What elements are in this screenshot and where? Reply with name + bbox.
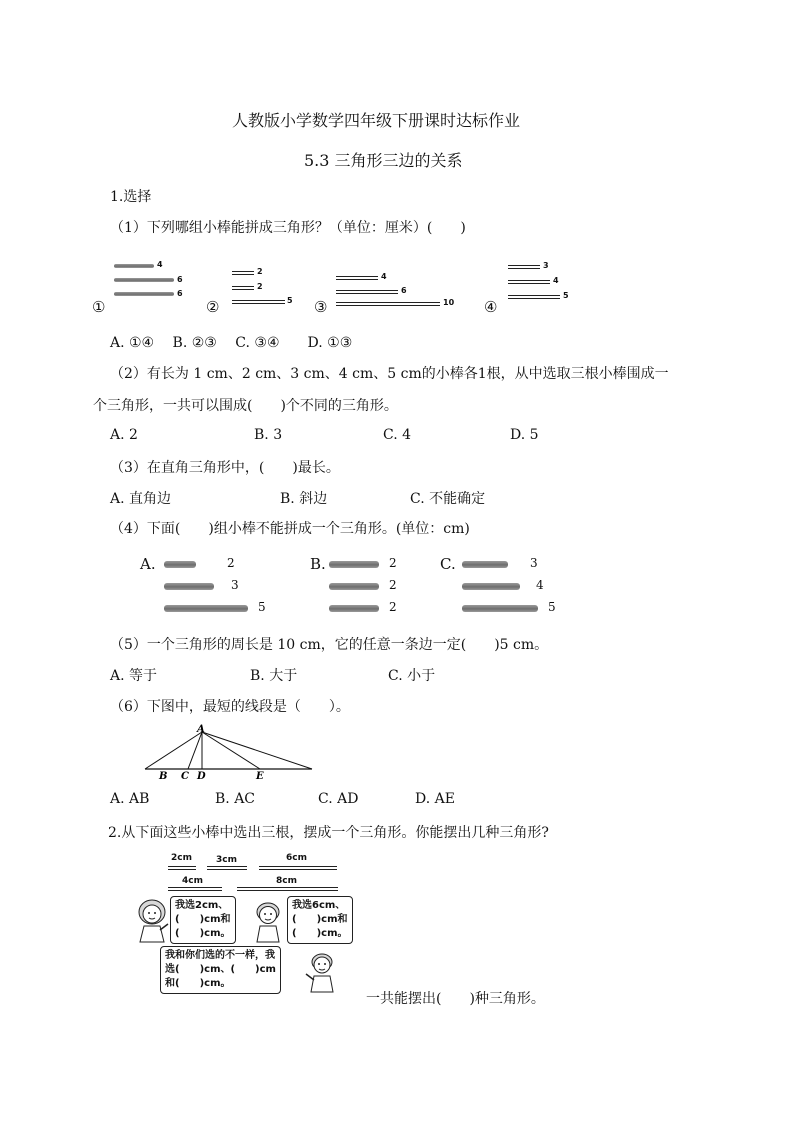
q6-option-b: B. AC <box>215 791 256 807</box>
q2-stem-line2: 个三角形，一共可以围成( )个不同的三角形。 <box>93 398 398 414</box>
q1-g1-stick-1 <box>114 264 154 268</box>
q6-stem: （6）下图中，最短的线段是（ ）。 <box>110 699 350 715</box>
section1-heading: 1.选择 <box>110 189 152 205</box>
q6-line-figure <box>140 722 320 782</box>
segment-ae <box>202 732 260 769</box>
q1-g1-marker: ① <box>92 298 106 316</box>
q1-g4-marker: ④ <box>484 298 498 316</box>
bubble-third-line-2: 选( )cm、( )cm <box>165 964 276 975</box>
segment-ac <box>188 732 202 769</box>
q3-option-a: A. 直角边 <box>110 491 172 507</box>
q1-g3-stick-2 <box>336 290 398 294</box>
q1-g3-stick-1 <box>336 276 378 280</box>
stick-2cm <box>168 866 196 870</box>
q1-g2-len-3: 5 <box>287 296 293 305</box>
q4-c-len-1: 3 <box>530 556 538 570</box>
boy2-illustration <box>302 950 340 994</box>
point-c-label: C <box>181 771 189 782</box>
q1-g3-stick-3 <box>336 302 440 306</box>
q4-group-b-label: B. <box>310 555 326 573</box>
q4-b-stick-3 <box>329 605 379 612</box>
q4-b-len-3: 2 <box>389 600 397 614</box>
q1-g1-stick-3 <box>114 292 174 296</box>
stick-6cm <box>259 866 337 870</box>
segment-a-end <box>202 732 312 769</box>
stick-6cm-label: 6cm <box>286 853 307 863</box>
point-d-label: D <box>197 771 206 782</box>
q1-stem: （1）下列哪组小棒能拼成三角形？（单位：厘米）( ) <box>110 220 466 236</box>
q1-g3-marker: ③ <box>314 298 328 316</box>
q4-c-stick-2 <box>462 583 520 590</box>
q2-option-c: C. 4 <box>383 427 412 443</box>
q4-a-stick-3 <box>164 605 248 612</box>
q6-option-d: D. AE <box>415 791 455 807</box>
q3-stem: （3）在直角三角形中，( )最长。 <box>110 460 340 476</box>
q4-c-len-2: 4 <box>536 578 544 592</box>
q1-g4-len-2: 4 <box>553 276 559 285</box>
q4-stem: （4）下面( )组小棒不能拼成一个三角形。(单位：cm) <box>110 521 470 537</box>
q3-option-c: C. 不能确定 <box>410 491 486 507</box>
q1-g4-len-3: 5 <box>563 291 569 300</box>
bubble-boy-line-2: ( )cm和 <box>292 914 348 925</box>
bubble-girl-line-1: 我选2cm、 <box>175 900 229 911</box>
q4-b-len-2: 2 <box>389 578 397 592</box>
q4-a-len-2: 3 <box>231 578 239 592</box>
stick-4cm-label: 4cm <box>182 876 203 886</box>
speech-bubble-boy <box>287 896 353 944</box>
q2-stem-line1: （2）有长为 1 cm、2 cm、3 cm、4 cm、5 cm的小棒各1根，从中选取三根小棒围成一 <box>110 366 669 382</box>
q1-g4-stick-3 <box>508 295 560 299</box>
q5-option-a: A. 等于 <box>110 668 158 684</box>
q4-a-len-1: 2 <box>227 556 235 570</box>
bubble-boy-line-1: 我选6cm、 <box>292 900 346 911</box>
stick-3cm <box>207 866 247 870</box>
boy-illustration <box>250 898 286 944</box>
q1-g3-len-2: 6 <box>401 286 407 295</box>
q1-g2-stick-1 <box>232 271 254 275</box>
q5-option-c: C. 小于 <box>388 668 436 684</box>
bubble-girl-line-3: ( )cm。 <box>175 928 231 939</box>
q4-c-len-3: 5 <box>548 600 556 614</box>
stick-3cm-label: 3cm <box>216 855 237 865</box>
bubble-girl-line-2: ( )cm和 <box>175 914 231 925</box>
q4-group-a-label: A. <box>140 555 156 573</box>
q4-b-len-1: 2 <box>389 556 397 570</box>
q1-g4-stick-1 <box>508 265 540 269</box>
page-subtitle: 5.3 三角形三边的关系 <box>304 151 463 170</box>
q5-option-b: B. 大于 <box>250 668 298 684</box>
q1-g3-len-1: 4 <box>381 272 387 281</box>
q2-option-d: D. 5 <box>510 427 539 443</box>
q1-g1-stick-2 <box>114 278 174 282</box>
q4-a-stick-2 <box>164 583 214 590</box>
speech-bubble-third <box>160 946 281 994</box>
stick-4cm <box>168 887 222 891</box>
q6-option-a: A. AB <box>110 791 150 807</box>
q5-stem: （5）一个三角形的周长是 10 cm，它的任意一条边一定( )5 cm。 <box>110 637 549 653</box>
point-e-label: E <box>256 771 264 782</box>
q2-option-b: B. 3 <box>254 427 283 443</box>
stick-8cm <box>237 887 338 891</box>
q1-g1-len-3: 6 <box>177 289 183 298</box>
q1-g2-marker: ② <box>206 298 220 316</box>
segment-ab <box>145 732 202 769</box>
point-b-label: B <box>159 771 168 782</box>
q6-option-c: C. AD <box>318 791 359 807</box>
bubble-boy-line-3: ( )cm。 <box>292 928 348 939</box>
q2-option-a: A. 2 <box>110 427 138 443</box>
q4-a-len-3: 5 <box>258 600 266 614</box>
q1-g3-len-3: 10 <box>443 298 455 307</box>
q4-c-stick-3 <box>462 605 538 612</box>
bubble-third-line-3: 和( )cm。 <box>165 978 231 989</box>
q1-g4-stick-2 <box>508 280 550 284</box>
q1-options: A. ①④ B. ②③ C. ③④ D. ①③ <box>110 335 353 351</box>
bubble-third-line-1: 我和你们选的不一样，我 <box>165 950 275 961</box>
q4-b-stick-1 <box>329 561 379 568</box>
q4-b-stick-2 <box>329 583 379 590</box>
q1-g1-len-1: 4 <box>157 260 163 269</box>
girl-illustration <box>132 896 172 944</box>
q1-g4-len-1: 3 <box>543 261 549 270</box>
q1-g2-len-1: 2 <box>257 267 263 276</box>
point-a-label: A <box>197 724 205 735</box>
q1-g2-len-2: 2 <box>257 282 263 291</box>
section2-conclusion: 一共能摆出( )种三角形。 <box>366 991 545 1007</box>
q4-a-stick-1 <box>164 561 196 568</box>
speech-bubble-girl <box>170 896 236 944</box>
stick-2cm-label: 2cm <box>171 853 192 863</box>
q1-g2-stick-3 <box>232 300 285 304</box>
page-title: 人教版小学数学四年级下册课时达标作业 <box>232 111 521 130</box>
q4-c-stick-1 <box>462 561 508 568</box>
q3-option-b: B. 斜边 <box>280 491 328 507</box>
q4-group-c-label: C. <box>440 555 456 573</box>
stick-8cm-label: 8cm <box>276 876 297 886</box>
q1-g1-len-2: 6 <box>177 275 183 284</box>
q1-g2-stick-2 <box>232 286 254 290</box>
section2-heading: 2.从下面这些小棒中选出三根，摆成一个三角形。你能摆出几种三角形? <box>108 825 549 841</box>
